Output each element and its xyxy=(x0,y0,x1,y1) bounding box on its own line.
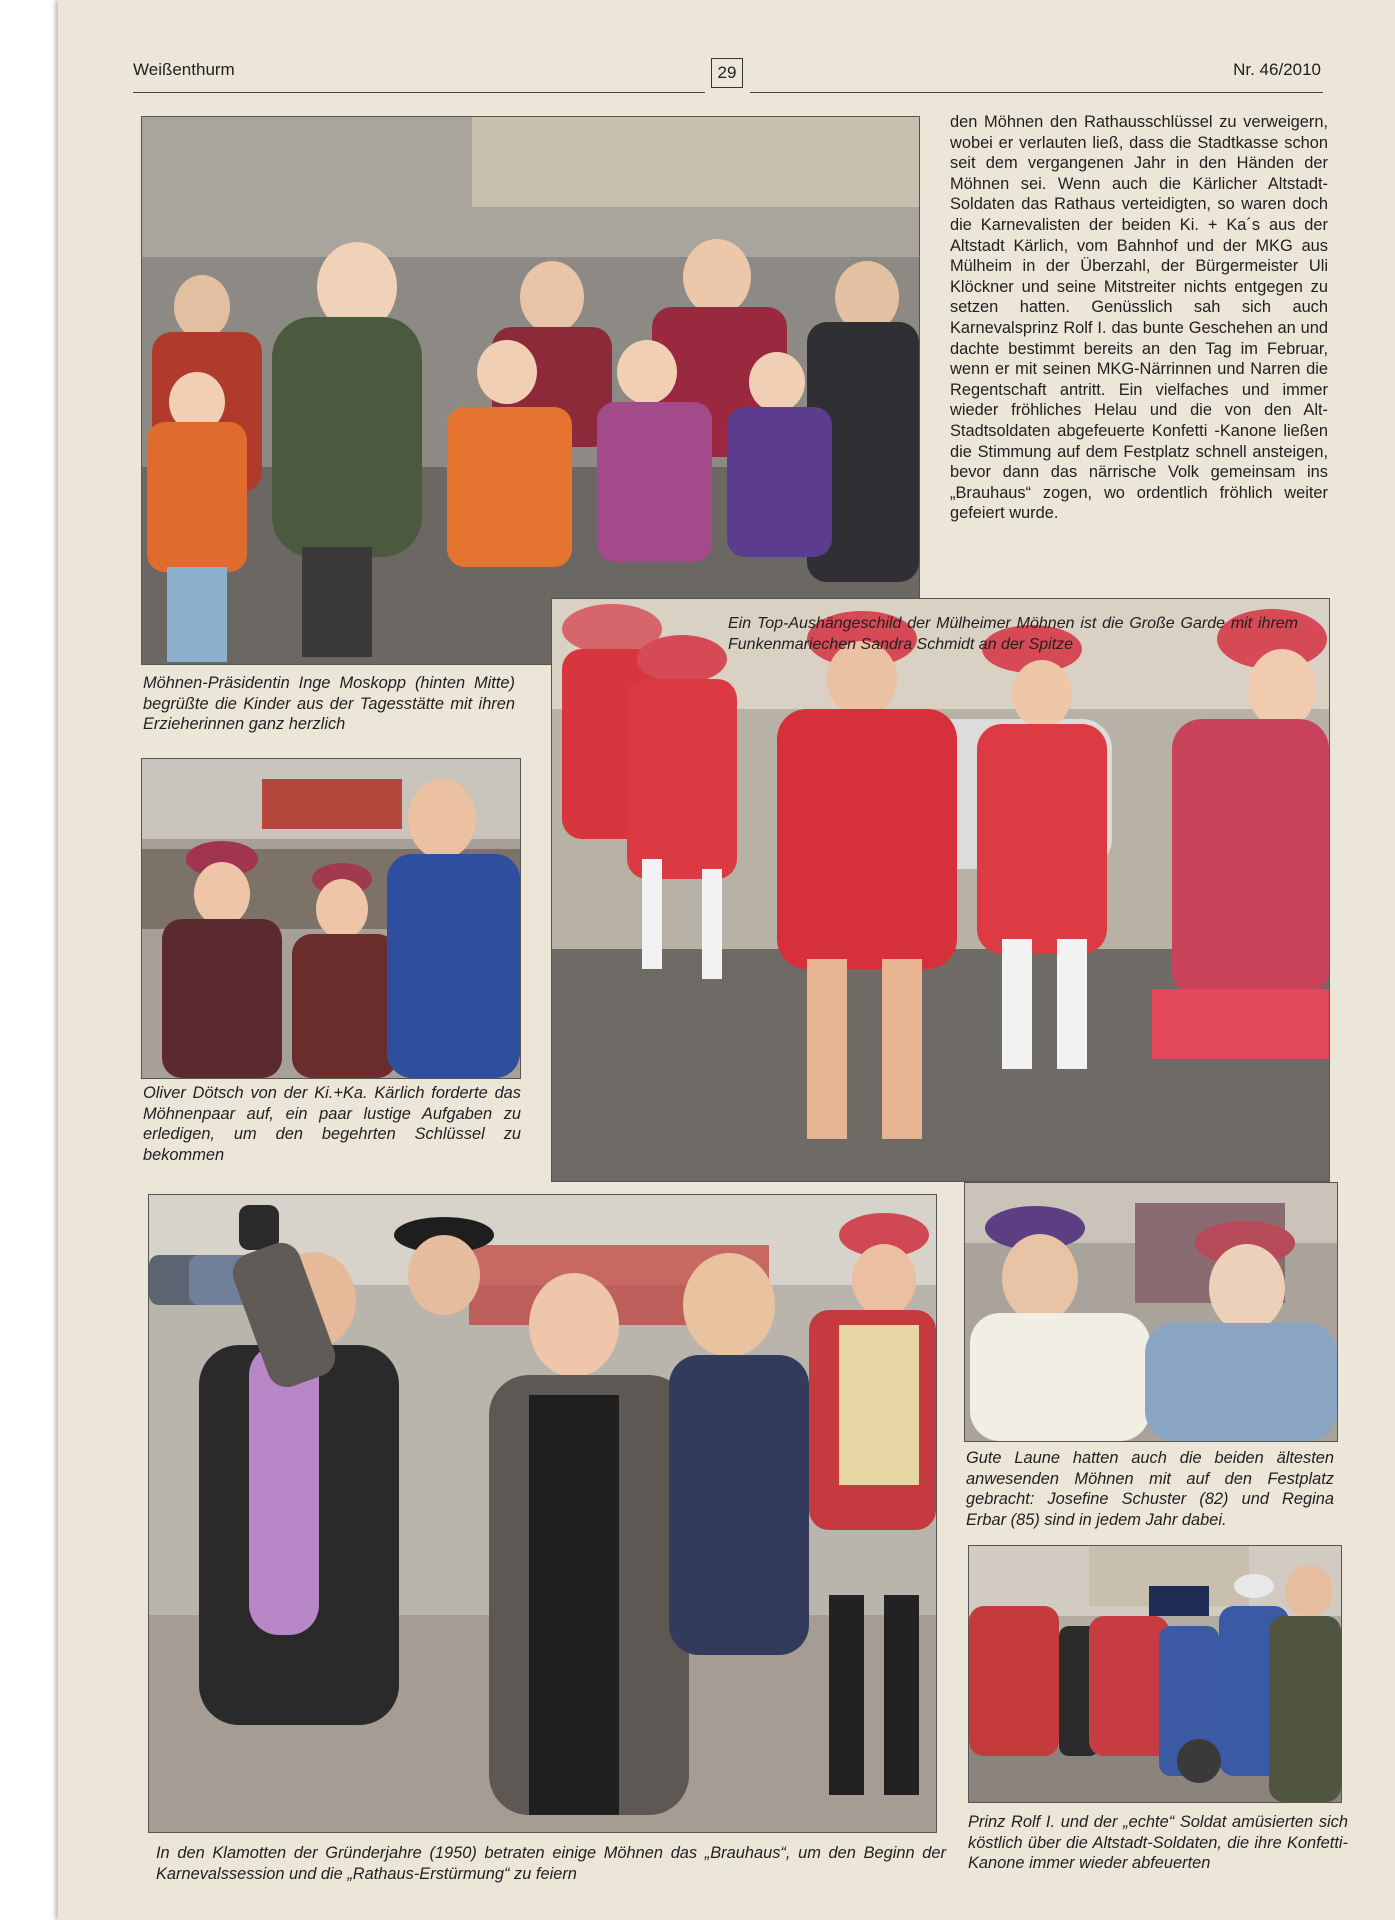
photo-prinz-rolf-soldier xyxy=(968,1545,1342,1803)
caption-photo-oldest-moehnen: Gute Laune hatten auch die beiden ältesten anwesenden Möhnen mit auf den Festplatz gebracht: Josefine Schuster (82) und Regina Erbar (85) sind in jedem Jahr dabei. xyxy=(966,1449,1334,1529)
article-body: den Möhnen den Rathausschlüssel zu verweigern, wobei er verlauten ließ, dass die Stadtkasse schon seit dem vergangenen Jahr in den Händen der Möhnen sei. Wenn auch die Kärlicher Altstadt-Soldaten das Rathaus verteidigten, so waren doch die Karnevalisten der beiden Ki. + Ka´s aus der Altstadt Kärlich, vom Bahnhof und der MKG aus Mülheim in der Überzahl, der Bürgermeister Uli Klöckner und seine Mitstreiter nichts entgegen zu setzen hatten. Genüsslich sah sich auch Karnevalsprinz Rolf I. das bunte Geschehen an und dachte bestimmt bereits an den Tag im Februar, wenn er mit seinen MKG-Närrinnen und Narren die Regentschaft antritt. Ein vielfaches und immer wieder fröhliches Helau und die von den Alt-Stadtsoldaten abgefeuerte Konfetti -Kanone ließen die Stimmung auf dem Festplatz schnell ansteigen, bevor dann das närrische Volk gemeinsam ins „Brauhaus“ zogen, wo ordentlich fröhlich weiter gefeiert wurde. xyxy=(950,113,1328,523)
photo-oldest-moehnen xyxy=(964,1182,1338,1442)
issue-number: Nr. 46/2010 xyxy=(1233,60,1321,79)
caption-photo-brauhaus: In den Klamotten der Gründerjahre (1950) betraten einige Möhnen das „Brauhaus“, um den Beginn der Karnevalssession und die „Rathaus-Erstürmung“ zu feiern xyxy=(156,1844,946,1883)
caption-photo-prinz-rolf: Prinz Rolf I. und der „echte“ Soldat amüsierten sich köstlich über die Altstadt-Soldaten, die ihre Konfetti-Kanone immer wieder abfeuerten xyxy=(968,1813,1348,1872)
header-rule-left xyxy=(133,92,705,93)
section-title: Weißenthurm xyxy=(133,60,235,79)
caption-photo-moehnen-pair: Oliver Dötsch von der Ki.+Ka. Kärlich forderte das Möhnenpaar auf, ein paar lustige Aufgaben zu erledigen, um den begehrten Schlüssel zu bekommen xyxy=(143,1084,521,1164)
page-number: 29 xyxy=(711,58,743,88)
header-rule-right xyxy=(750,92,1323,93)
photo-moehnen-brauhaus xyxy=(148,1194,937,1833)
caption-photo-children: Möhnen-Präsidentin Inge Moskopp (hinten Mitte) begrüßte die Kinder aus der Tagesstätte mit ihren Erzieherinnen ganz herzlich xyxy=(143,674,515,733)
photo-children-crowd xyxy=(141,116,920,665)
photo-moehnen-pair xyxy=(141,758,521,1079)
caption-photo-dancers: Ein Top-Aushängeschild der Mülheimer Möhnen ist die Große Garde mit ihrem Funkenmariechen Sandra Schmidt an der Spitze xyxy=(728,615,1298,653)
photo-red-guard-dancers xyxy=(551,598,1330,1182)
